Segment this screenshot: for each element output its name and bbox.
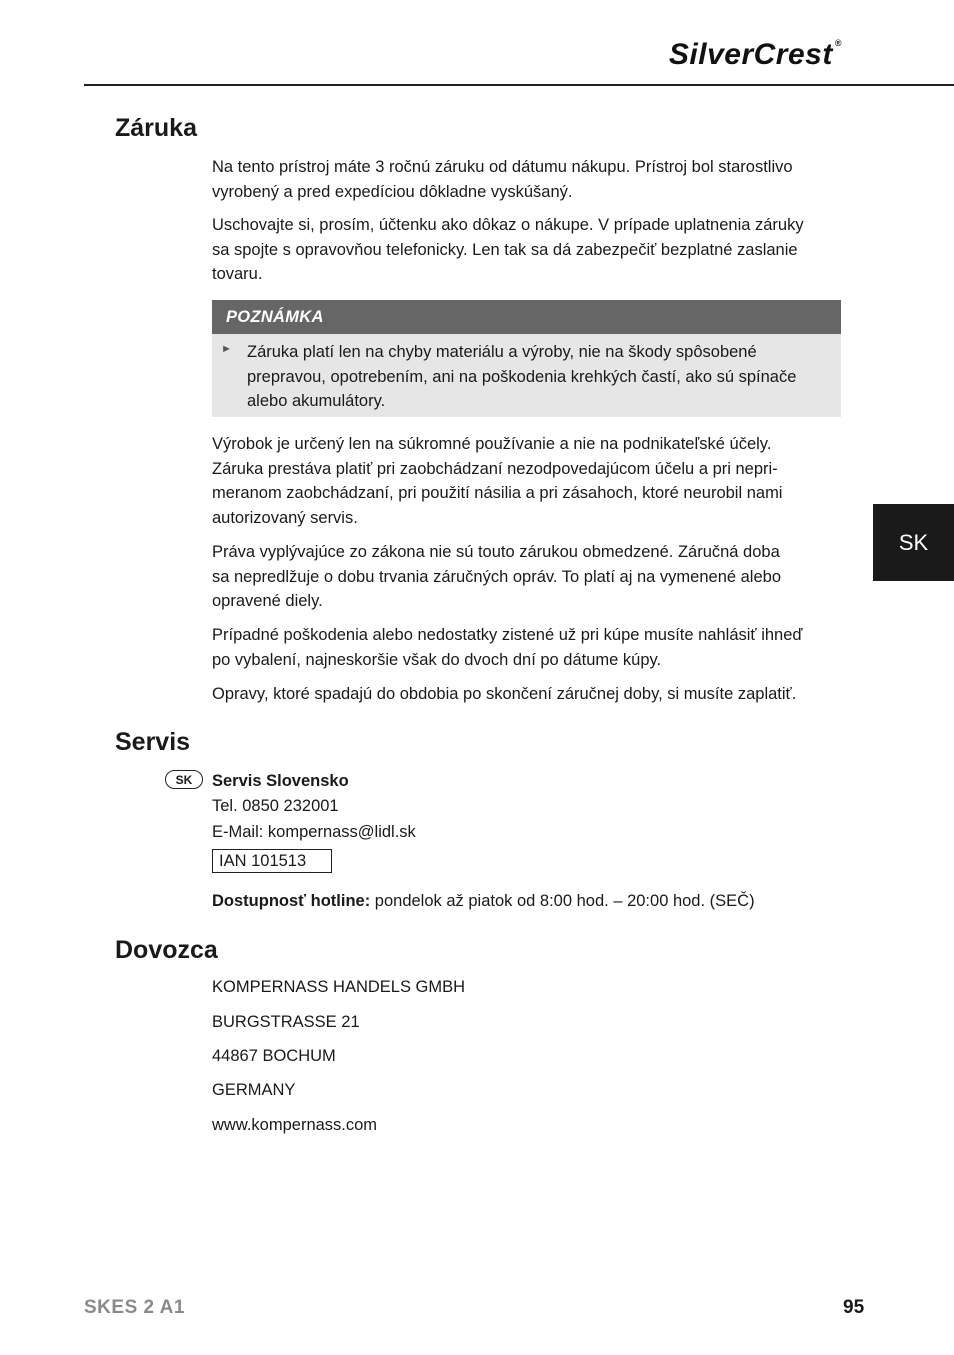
text-line: Práva vyplývajúce zo zákona nie sú touto zárukou obmedzené. Záručná doba	[212, 543, 780, 561]
ian-number: IAN 101513	[212, 849, 332, 873]
text-line: Výrobok je určený len na súkromné používanie a nie na podnikateľské účely.	[212, 435, 772, 453]
text-line: sa nepredlžuje o dobu trvania záručných opráv. To platí aj na vymenené alebo	[212, 567, 782, 586]
header-rule	[84, 84, 954, 86]
text-line: Prípadné poškodenia alebo nedostatky zistené už pri kúpe musíte nahlásiť ihneď	[212, 626, 803, 644]
registered-mark: ®	[834, 38, 842, 48]
warranty-heading: Záruka	[115, 114, 197, 142]
importer-website: www.kompernass.com	[212, 1116, 378, 1134]
importer-city: 44867 BOCHUM	[212, 1047, 336, 1065]
hotline-hours: pondelok až piatok od 8:00 hod. – 20:00 hod. (SEČ)	[370, 892, 755, 910]
hotline-info	[212, 889, 755, 913]
text-line: Záruka prestáva platiť pri zaobchádzaní nezodpovedajúcom účelu a pri nepri-	[212, 459, 778, 478]
text-line: vyrobený a pred expedíciou dôkladne vyskúšaný.	[212, 182, 573, 201]
service-phone: Tel. 0850 232001	[212, 797, 339, 815]
warranty-paragraph-4	[212, 540, 844, 614]
warranty-paragraph-1	[212, 155, 844, 204]
text-line: meranom zaobchádzaní, pri použití násilia a pri zásahoch, ktoré neurobil nami	[212, 484, 783, 502]
text-line: sa spojte s opravovňou telefonicky. Len tak sa dá zabezpečiť bezplatné zaslanie	[212, 240, 798, 259]
note-title: POZNÁMKA	[212, 300, 841, 334]
note-text	[247, 340, 833, 414]
warranty-paragraph-2	[212, 213, 844, 287]
text-line: po vybalení, najneskoršie však do dvoch dní po dátume kúpy.	[212, 650, 662, 669]
bullet-arrow-icon: ►	[221, 343, 232, 355]
text-line: Uschovajte si, prosím, účtenku ako dôkaz o nákupe. V prípade uplatnenia záruky	[212, 216, 804, 234]
text-line: Záruka platí len na chyby materiálu a výroby, nie na škody spôsobené	[247, 343, 757, 361]
importer-heading: Dovozca	[115, 936, 218, 964]
text-line: Na tento prístroj máte 3 ročnú záruku od dátumu nákupu. Prístroj bol starostlivo	[212, 158, 793, 176]
service-heading: Servis	[115, 728, 191, 756]
text-line: autorizovaný servis.	[212, 508, 358, 527]
warranty-paragraph-3	[212, 432, 844, 530]
language-tab: SK	[873, 504, 954, 581]
importer-country: GERMANY	[212, 1081, 296, 1099]
service-name: Servis Slovensko	[212, 772, 349, 790]
text-line: Opravy, ktoré spadajú do obdobia po skončení záručnej doby, si musíte zaplatiť.	[212, 685, 797, 703]
service-email: E-Mail: kompernass@lidl.sk	[212, 823, 416, 841]
footer-model: SKES 2 A1	[84, 1297, 185, 1318]
importer-street: BURGSTRASSE 21	[212, 1013, 360, 1031]
hotline-label: Dostupnosť hotline:	[212, 892, 371, 910]
text-line: tovaru.	[212, 265, 263, 283]
text-line: opravené diely.	[212, 592, 323, 610]
warranty-paragraph-6	[212, 682, 844, 707]
brand-name: SilverCrest	[668, 38, 833, 71]
importer-company: KOMPERNASS HANDELS GMBH	[212, 978, 466, 996]
country-badge: SK	[165, 770, 203, 789]
text-line: alebo akumulátory.	[247, 392, 386, 410]
page-number: 95	[843, 1297, 865, 1318]
brand-logo	[669, 38, 842, 72]
text-line: prepravou, opotrebením, ani na poškodenia krehkých častí, ako sú spínače	[247, 367, 797, 386]
warranty-paragraph-5	[212, 623, 844, 672]
